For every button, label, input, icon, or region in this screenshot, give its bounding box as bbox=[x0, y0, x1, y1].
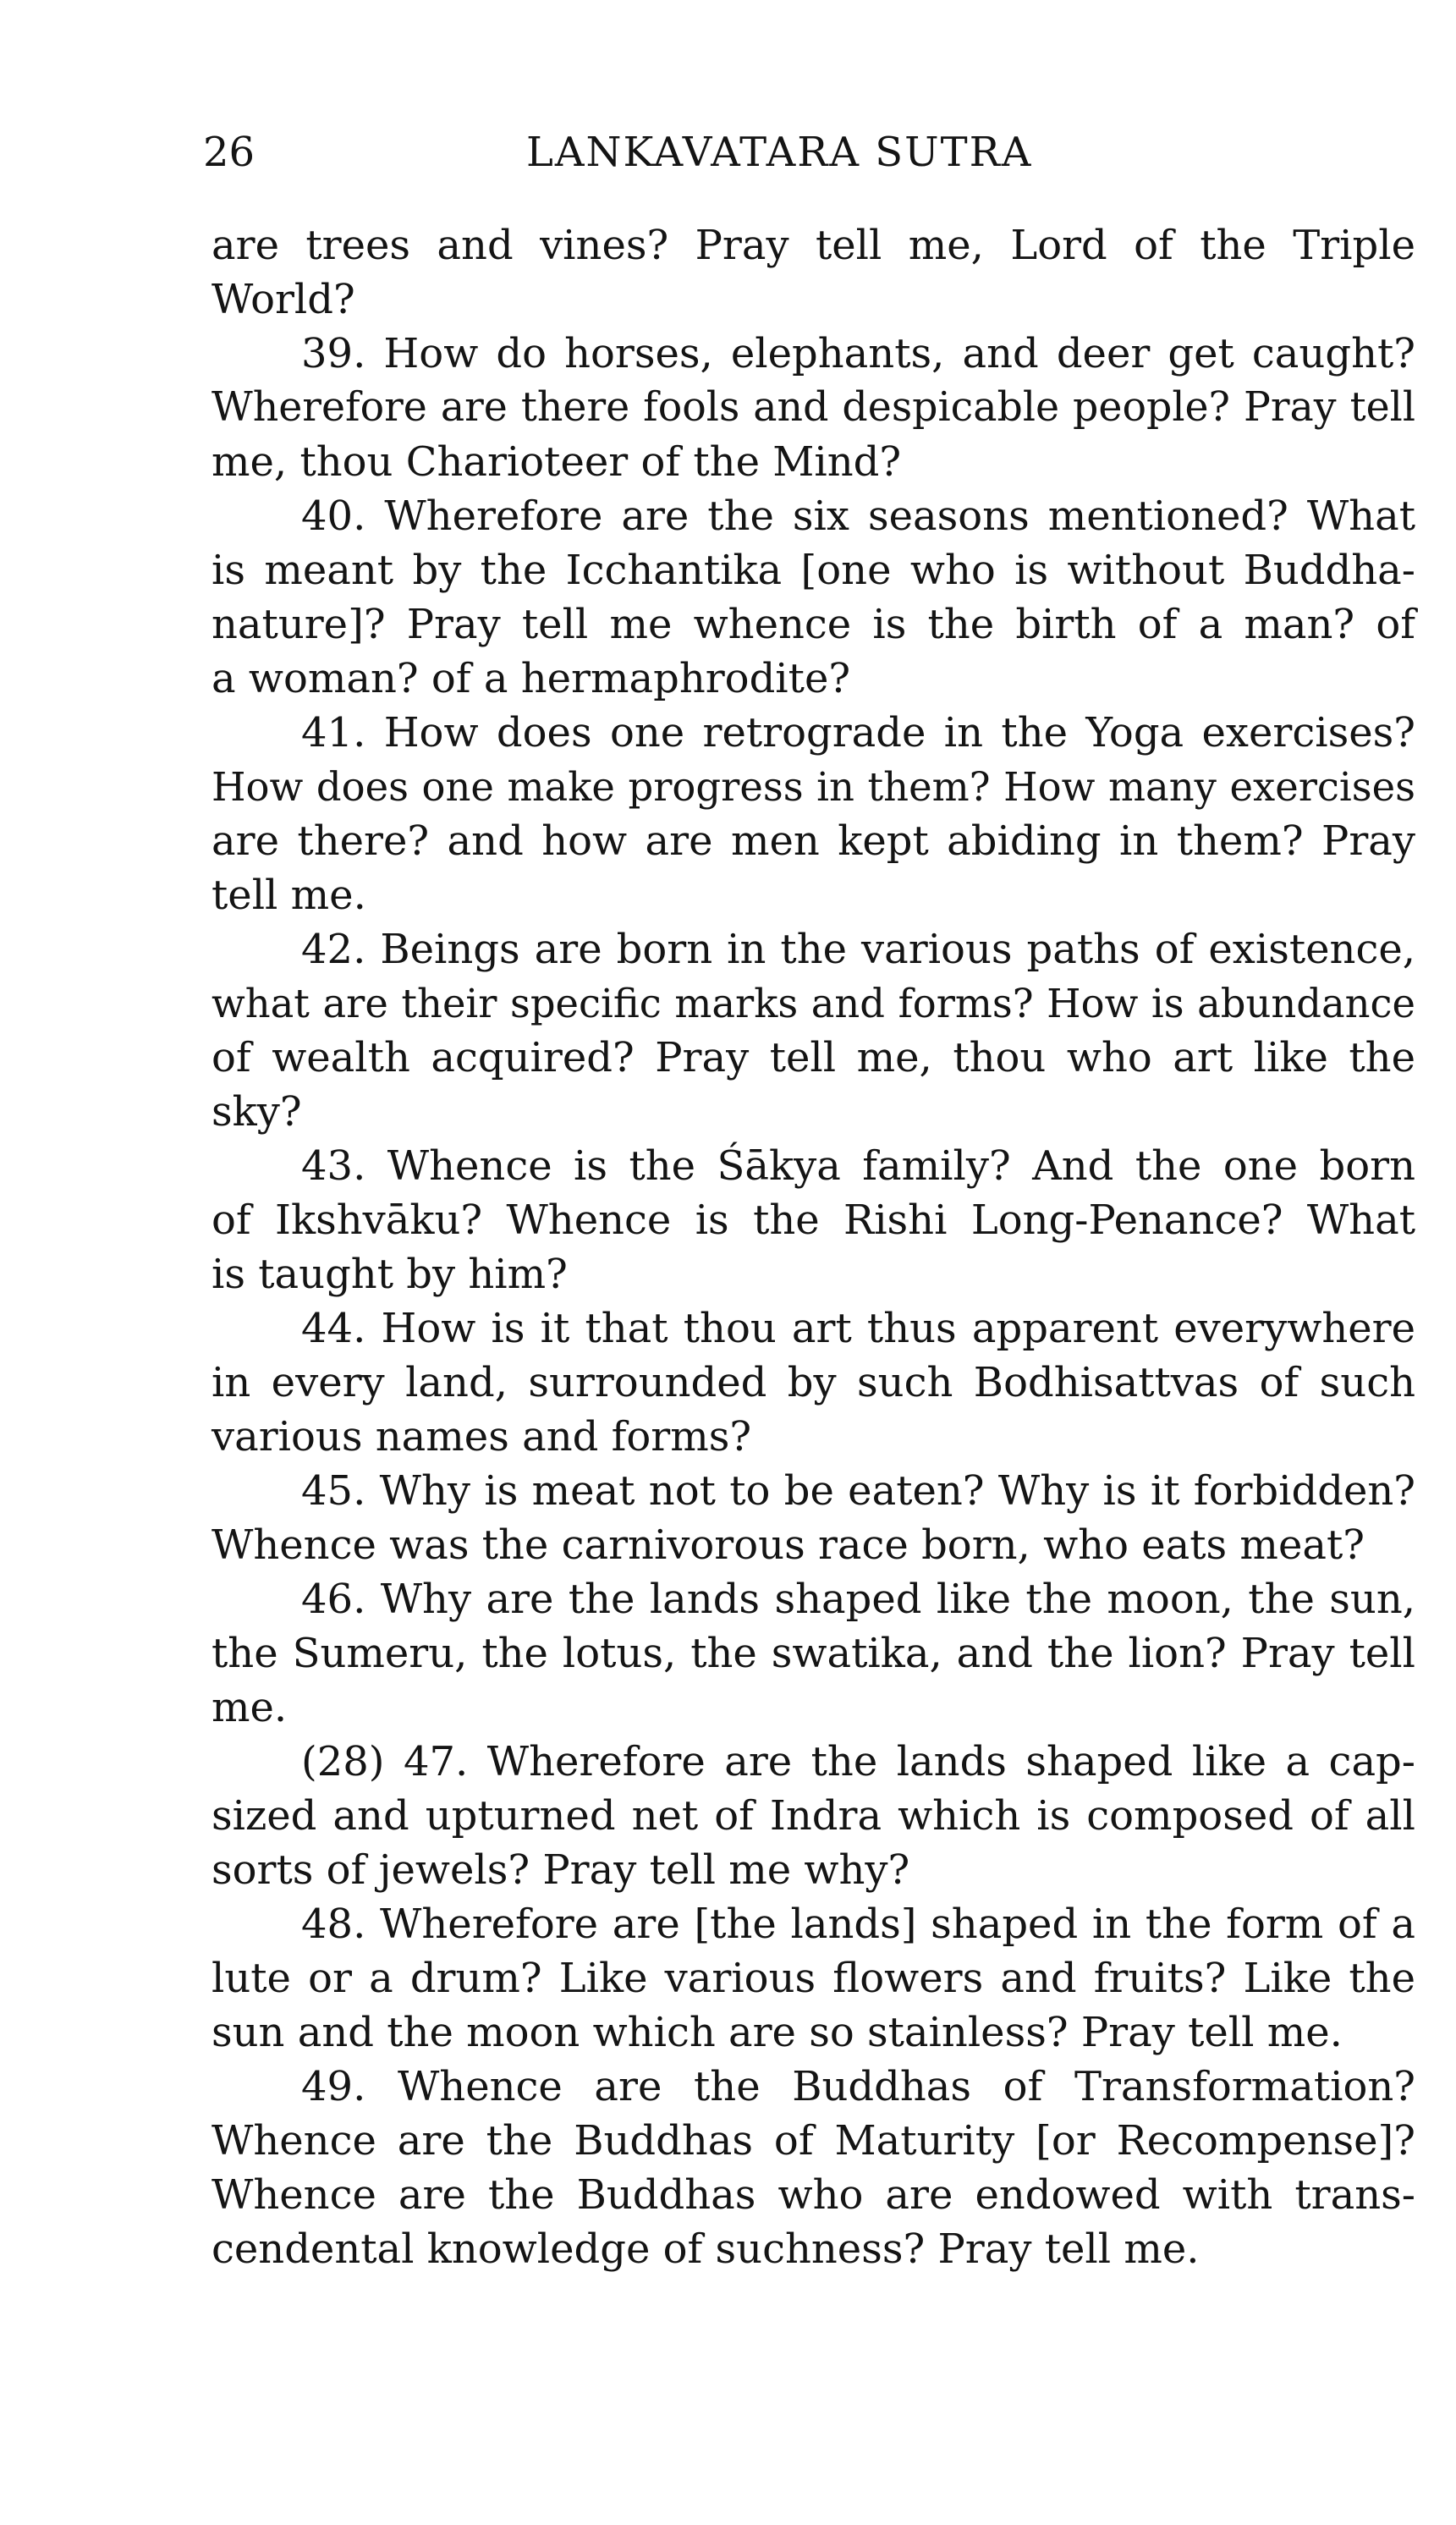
text-line: lute or a drum? Like various flowers and fruits? Like the bbox=[212, 1955, 1415, 2002]
text-line: are there? and how are men kept abiding in them? Pray bbox=[212, 817, 1415, 865]
text-line: nature]? Pray tell me whence is the birth of a man? of bbox=[212, 601, 1415, 648]
text-line: is meant by the Icchantika [one who is without Buddha- bbox=[212, 547, 1415, 594]
text-line: 45. Why is meat not to be eaten? Why is it forbidden? bbox=[301, 1467, 1415, 1515]
text-line: 39. How do horses, elephants, and deer get caught? bbox=[301, 330, 1415, 377]
running-title: LANKAVATARA SUTRA bbox=[526, 129, 1033, 176]
text-line: 43. Whence is the Śākya family? And the one born bbox=[301, 1142, 1415, 1190]
text-line: me. bbox=[212, 1684, 288, 1731]
text-line: Whence are the Buddhas who are endowed with trans- bbox=[212, 2171, 1415, 2219]
text-line: tell me. bbox=[212, 872, 366, 919]
text-line: me, thou Charioteer of the Mind? bbox=[212, 438, 902, 486]
text-line: what are their specific marks and forms? How is abundance bbox=[212, 981, 1415, 1026]
text-line: of wealth acquired? Pray tell me, thou who art like the bbox=[212, 1034, 1415, 1081]
text-line: (28) 47. Wherefore are the lands shaped like a cap- bbox=[301, 1738, 1415, 1785]
page-header bbox=[203, 127, 1421, 186]
text-line: 49. Whence are the Buddhas of Transformation? bbox=[301, 2063, 1415, 2110]
text-line: sorts of jewels? Pray tell me why? bbox=[212, 1846, 910, 1894]
text-line: in every land, surrounded by such Bodhisattvas of such bbox=[212, 1359, 1415, 1406]
text-line: How does one make progress in them? How many exercises bbox=[212, 764, 1415, 810]
text-line: of Ikshvāku? Whence is the Rishi Long-Penance? What bbox=[212, 1196, 1415, 1244]
text-line: a woman? of a hermaphrodite? bbox=[212, 655, 851, 702]
text-line: sky? bbox=[212, 1088, 302, 1136]
body-text bbox=[212, 218, 1415, 2276]
text-line: Whence are the Buddhas of Maturity [or Recompense]? bbox=[212, 2117, 1415, 2165]
text-line: 40. Wherefore are the six seasons mentioned? What bbox=[301, 492, 1415, 540]
text-line: various names and forms? bbox=[212, 1413, 752, 1461]
text-line: 42. Beings are born in the various paths of existence, bbox=[301, 926, 1415, 973]
page-number: 26 bbox=[203, 129, 255, 176]
text-line: 48. Wherefore are [the lands] shaped in the form of a bbox=[301, 1901, 1415, 1948]
text-line: sized and upturned net of Indra which is composed of all bbox=[212, 1792, 1415, 1840]
text-line: are trees and vines? Pray tell me, Lord of the Triple bbox=[212, 222, 1415, 269]
text-line: the Sumeru, the lotus, the swatika, and the lion? Pray tell bbox=[212, 1630, 1415, 1677]
text-line: Wherefore are there fools and despicable people? Pray tell bbox=[212, 384, 1415, 431]
text-line: World? bbox=[212, 276, 355, 323]
text-line: 44. How is it that thou art thus apparent everywhere bbox=[301, 1305, 1415, 1352]
text-line: Whence was the carnivorous race born, who eats meat? bbox=[212, 1521, 1365, 1569]
text-line: sun and the moon which are so stainless? Pray tell me. bbox=[212, 2009, 1343, 2056]
text-line: is taught by him? bbox=[212, 1251, 568, 1298]
text-line: 46. Why are the lands shaped like the moon, the sun, bbox=[301, 1576, 1415, 1623]
text-line: 41. How does one retrograde in the Yoga exercises? bbox=[301, 709, 1415, 756]
text-line: cendental knowledge of suchness? Pray tell me. bbox=[212, 2225, 1200, 2273]
